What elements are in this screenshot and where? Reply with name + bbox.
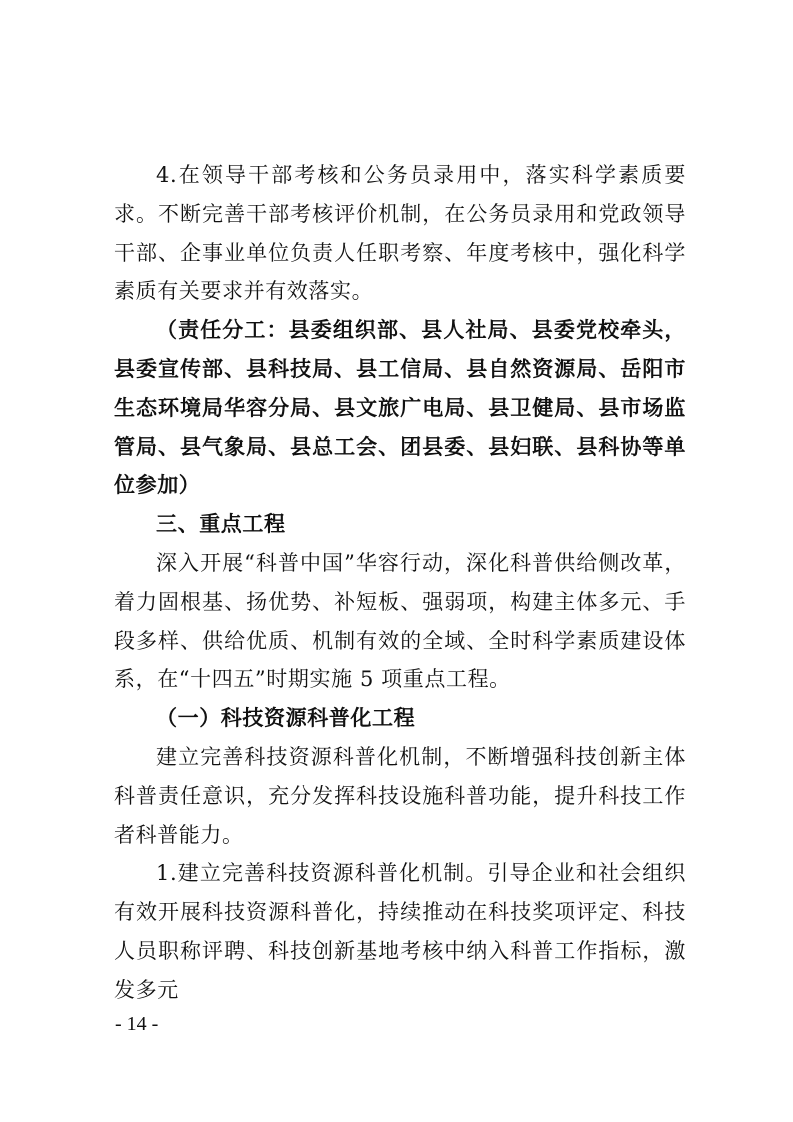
subsection-heading-1: （一）科技资源科普化工程 xyxy=(156,705,416,731)
responsibility-note: （责任分工：县委组织部、县人社局、县委党校牵头，县委宣传部、县科技局、县工信局、县自然资源局、岳阳市生态环境局华容分局、县文旅广电局、县卫健局、县市场监管局、县气象局、县总工会、团县委、县妇联、县科协等单位参加） xyxy=(114,317,686,498)
section-heading-key-projects: 三、重点工程 xyxy=(156,512,286,537)
page-number: - 14 - xyxy=(115,1013,159,1035)
paragraph-item-1: 1.建立完善科技资源科普化机制。引导企业和社会组织有效开展科技资源科普化，持续推动在科技奖项评定、科技人员职称评聘、科技创新基地考核中纳入科普工作指标，激发多元 xyxy=(114,861,686,1002)
paragraph-item-4: 4.在领导干部考核和公务员录用中，落实科学素质要求。不断完善干部考核评价机制，在公务员录用和党政领导干部、企事业单位负责人任职考察、年度考核中，强化科学素质有关要求并有效落实。 xyxy=(114,163,686,304)
paragraph-subsection-intro: 建立完善科技资源科普化机制，不断增强科技创新主体科普责任意识，充分发挥科技设施科普功能，提升科技工作者科普能力。 xyxy=(114,744,686,847)
body-text xyxy=(114,156,686,1010)
paragraph-key-projects-intro: 深入开展“科普中国”华容行动，深化科普供给侧改革，着力固根基、扬优势、补短板、强弱项，构建主体多元、手段多样、供给优质、机制有效的全域、全时科学素质建设体系，在“十四五”时期实施 5 项重点工程。 xyxy=(114,550,686,692)
